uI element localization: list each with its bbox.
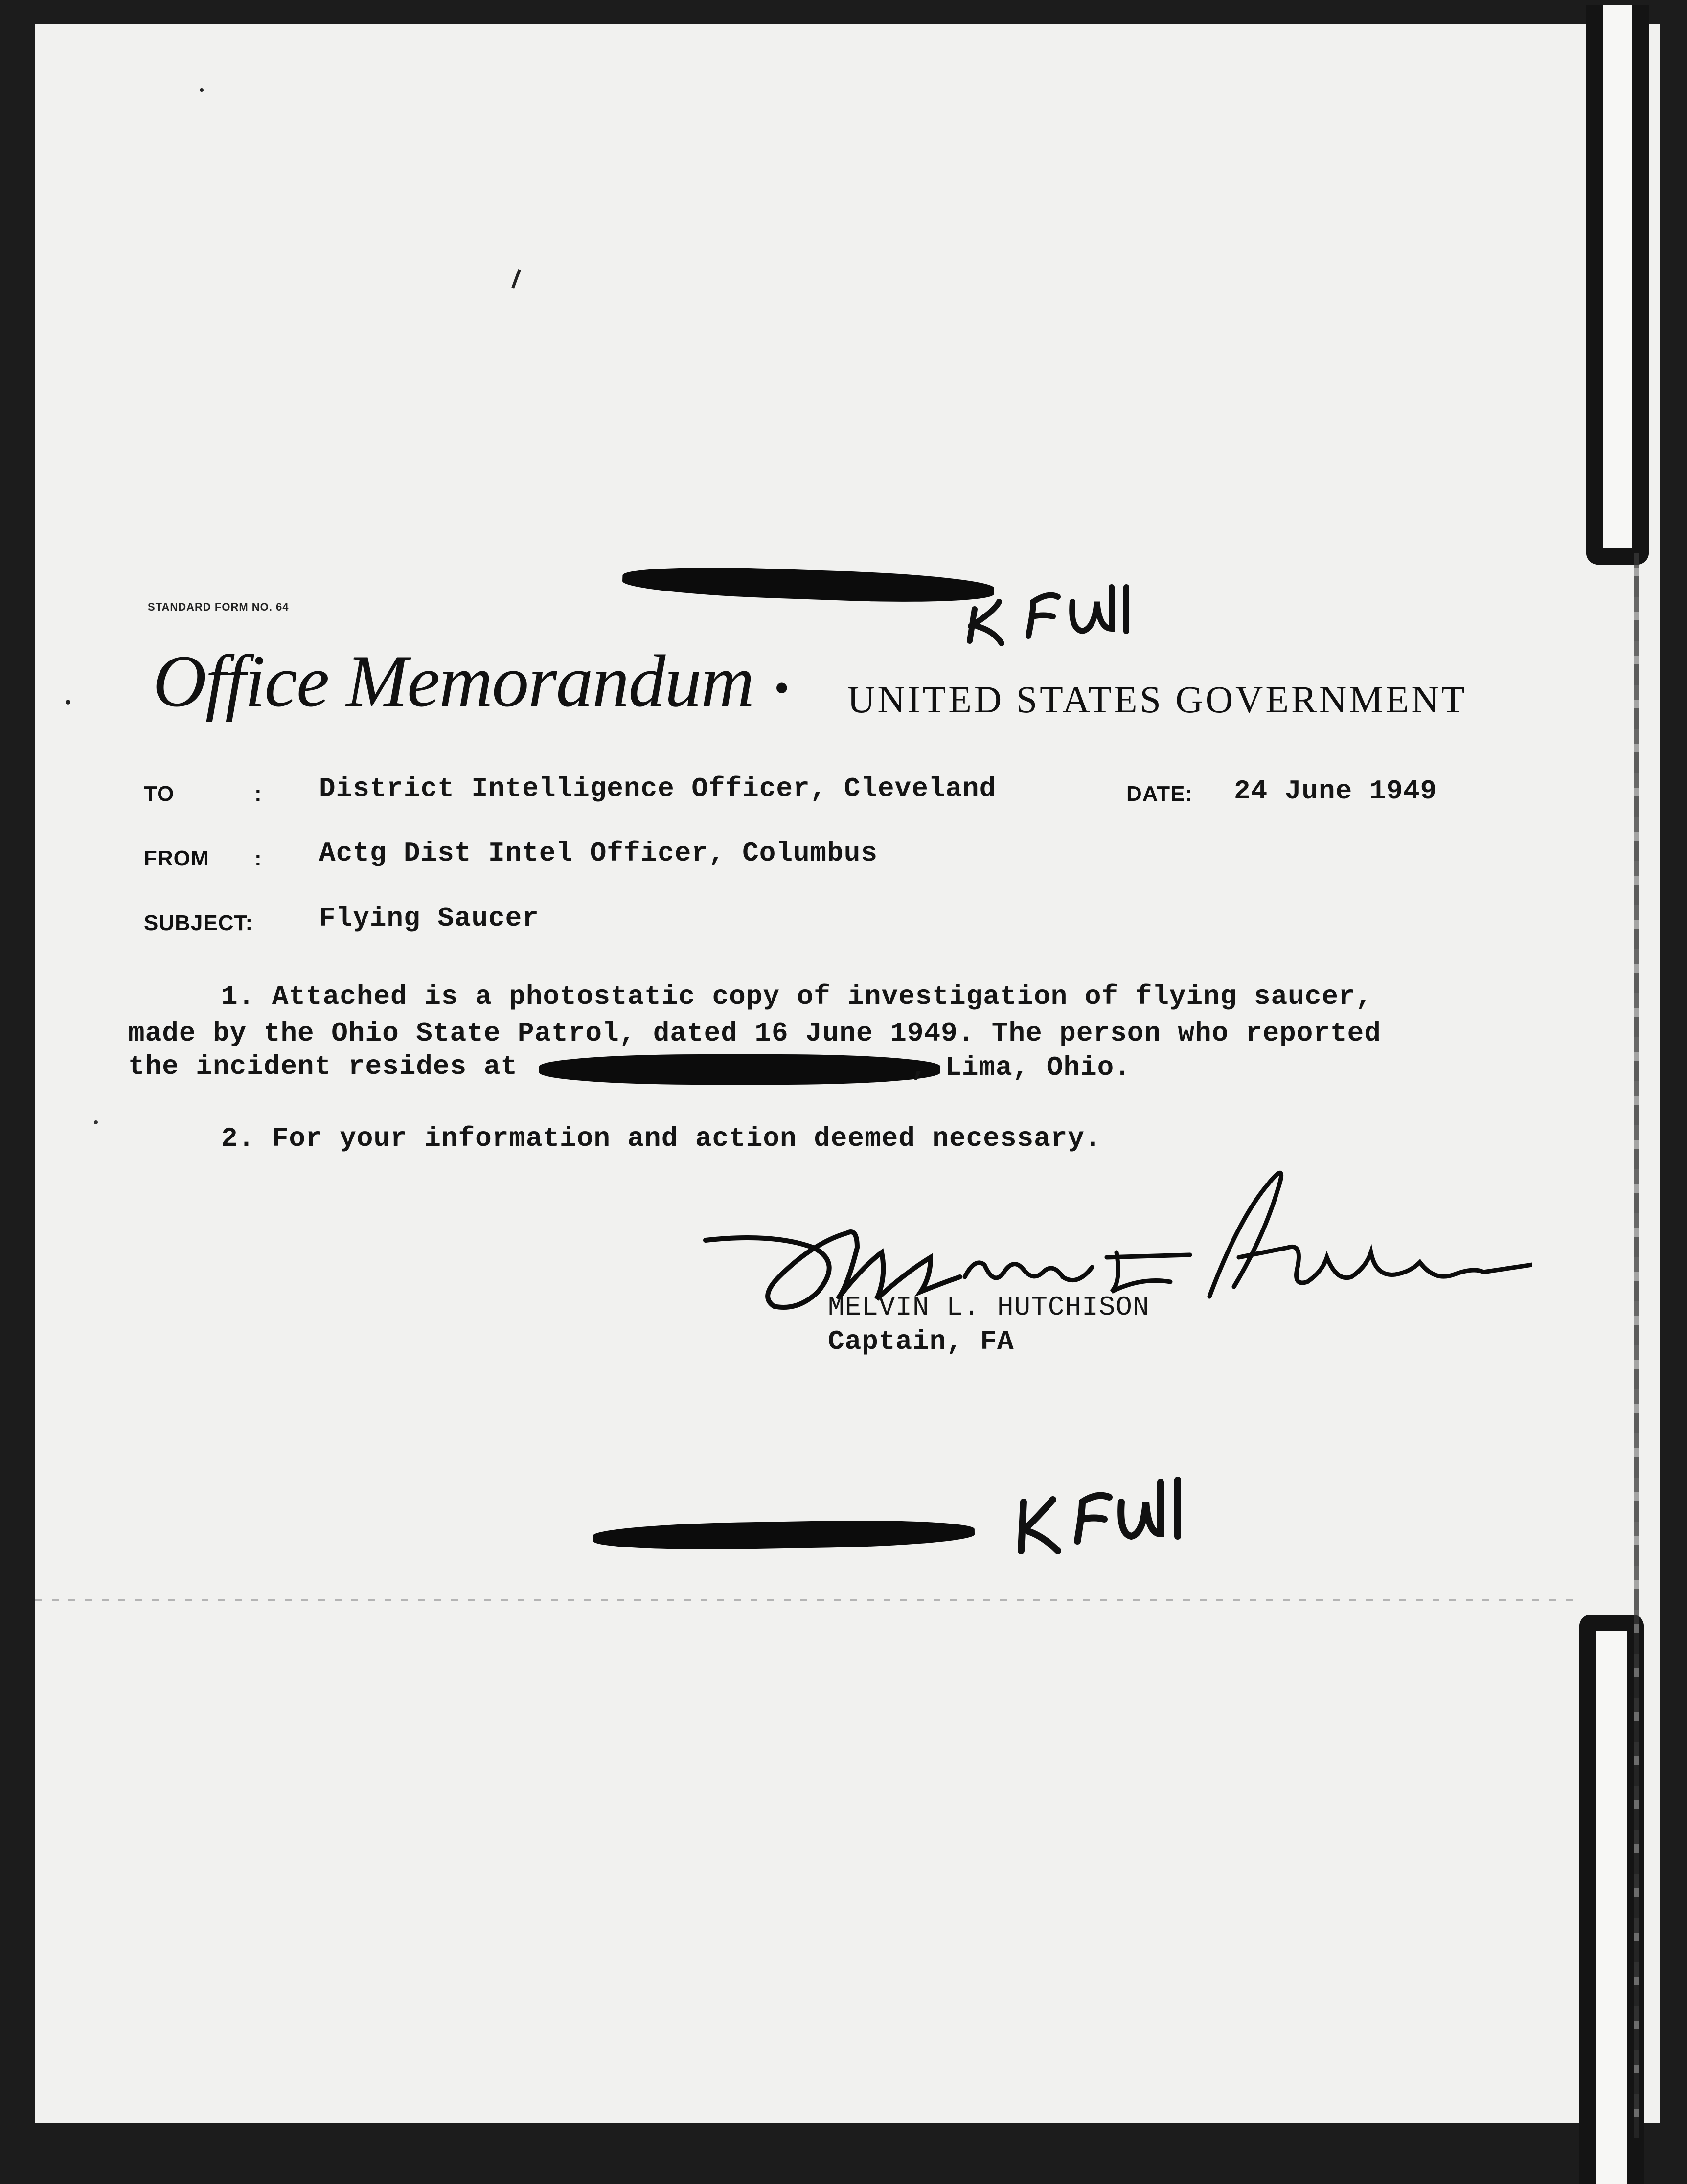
signer-name: MELVIN L. HUTCHISON xyxy=(828,1292,1150,1323)
to-label: TO xyxy=(144,782,175,806)
from-colon: : xyxy=(254,846,262,870)
binder-clip-top xyxy=(1586,5,1649,565)
signer-rank: Captain, FA xyxy=(828,1326,1014,1357)
subject-value: Flying Saucer xyxy=(319,903,539,934)
from-label: FROM xyxy=(144,846,209,870)
to-colon: : xyxy=(254,782,262,806)
paragraph-1-line-1: 1. Attached is a photostatic copy of investigation of flying saucer, xyxy=(221,981,1373,1012)
speck xyxy=(66,700,70,705)
form-label: STANDARD FORM NO. 64 xyxy=(148,601,289,613)
redaction-address xyxy=(539,1054,940,1085)
paragraph-2: 2. For your information and action deemed necessary. xyxy=(221,1123,1102,1154)
redaction-bottom xyxy=(593,1518,975,1552)
memo-title: Office Memorandum xyxy=(153,640,754,722)
date-value: 24 June 1949 xyxy=(1234,775,1437,807)
speck xyxy=(94,1120,98,1124)
paragraph-1-line-3-end: , Lima, Ohio. xyxy=(911,1052,1131,1083)
handwritten-mark-top xyxy=(965,582,1170,646)
speck xyxy=(200,88,204,92)
page-edge-shadow xyxy=(1634,553,1639,2138)
fold-line xyxy=(35,1599,1581,1601)
government-heading: UNITED STATES GOVERNMENT xyxy=(847,678,1467,721)
from-value: Actg Dist Intel Officer, Columbus xyxy=(319,838,878,869)
handwritten-mark-bottom xyxy=(1009,1473,1205,1556)
subject-label: SUBJECT: xyxy=(144,911,253,935)
speck xyxy=(511,269,521,289)
paragraph-1-line-3-start: the incident resides at xyxy=(128,1051,518,1082)
to-value: District Intelligence Officer, Cleveland xyxy=(319,773,997,804)
document-page xyxy=(35,24,1660,2123)
paragraph-1-line-2: made by the Ohio State Patrol, dated 16 June 1949. The person who reported xyxy=(128,1018,1381,1049)
redaction-top xyxy=(622,564,995,606)
date-label: DATE: xyxy=(1126,782,1193,806)
title-bullet: • xyxy=(774,664,790,712)
